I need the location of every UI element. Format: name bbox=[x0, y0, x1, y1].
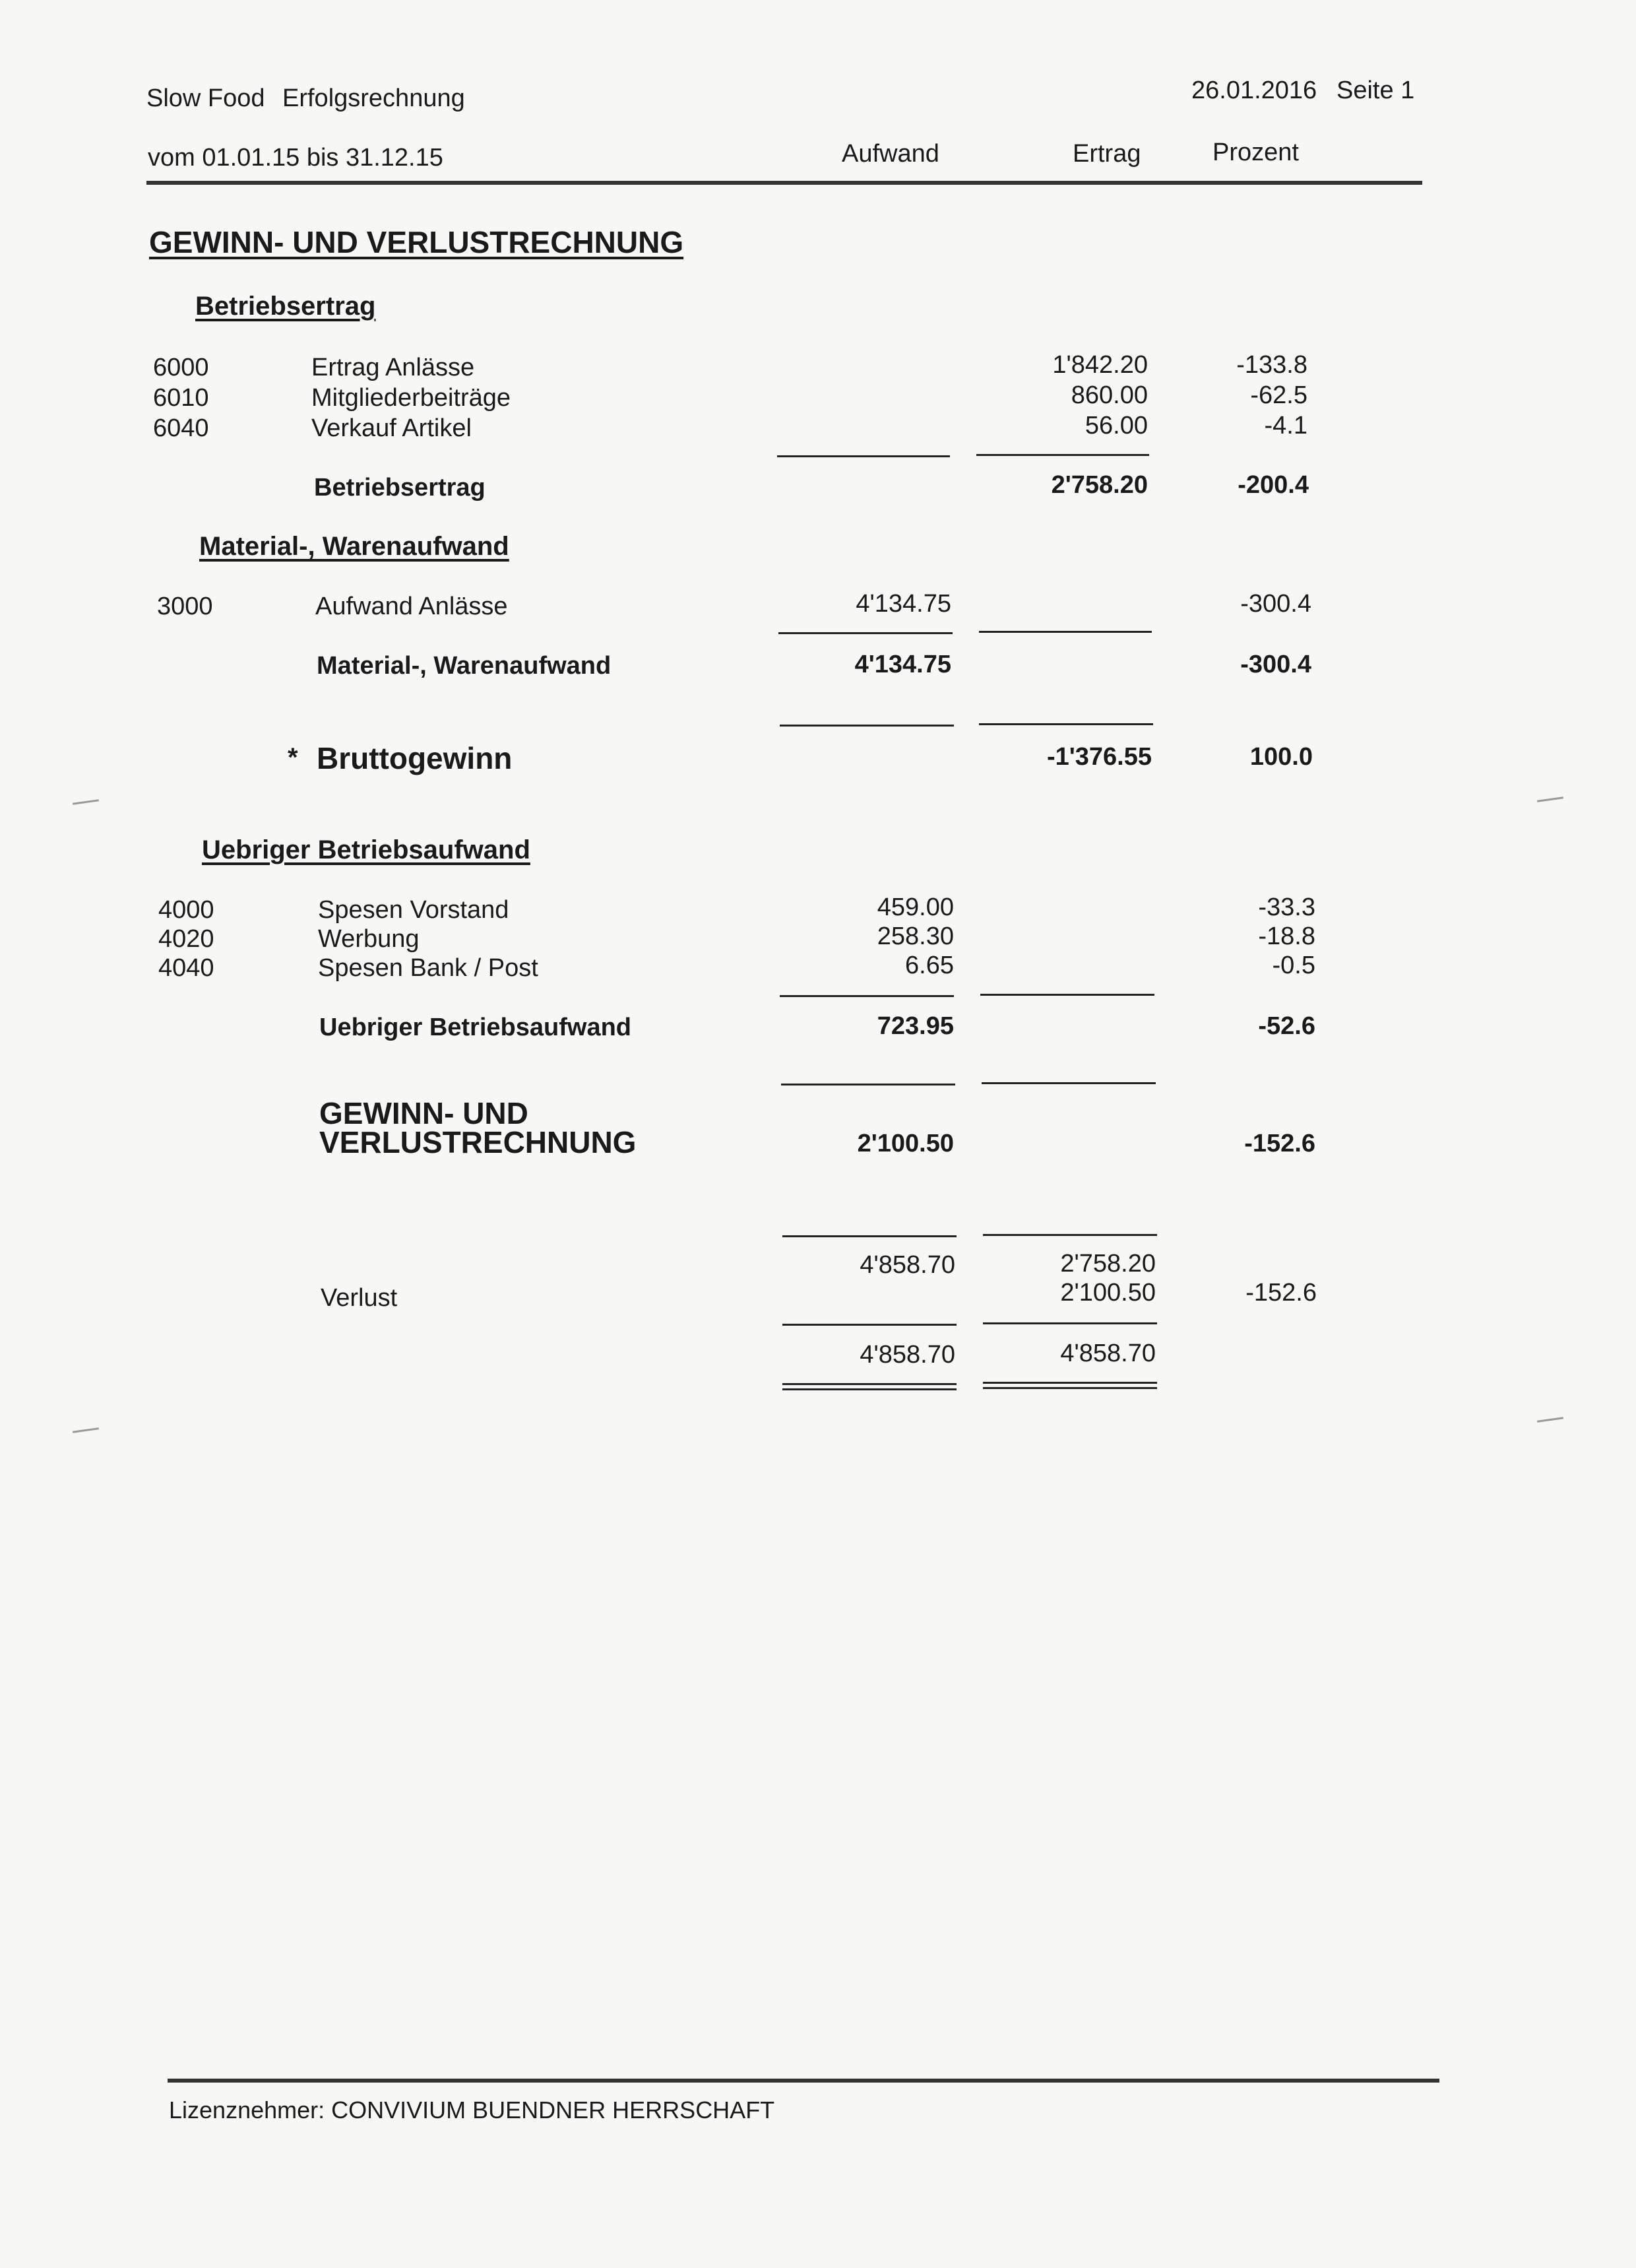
account-number: 6040 bbox=[153, 414, 209, 442]
page-number: Seite 1 bbox=[1337, 77, 1415, 104]
prozent-value: -18.8 bbox=[1258, 923, 1315, 950]
sum-rule bbox=[778, 632, 953, 634]
section-heading-betriebsertrag: Betriebsertrag bbox=[195, 292, 376, 321]
account-number: 4020 bbox=[158, 925, 214, 953]
ertrag-value: 860.00 bbox=[1071, 381, 1148, 409]
scan-mark bbox=[73, 799, 99, 805]
licensee-text: Lizenznehmer: CONVIVIUM BUENDNER HERRSCHAFT bbox=[169, 2096, 775, 2123]
aufwand-value: 4'134.75 bbox=[856, 590, 951, 618]
gv-total-aufwand: 2'100.50 bbox=[857, 1130, 954, 1157]
report-period: vom 01.01.15 bis 31.12.15 bbox=[148, 144, 443, 172]
double-rule bbox=[782, 1388, 957, 1390]
gv-total-prozent: -152.6 bbox=[1244, 1130, 1315, 1157]
account-label: Aufwand Anlässe bbox=[315, 593, 508, 620]
sum-rule bbox=[982, 1082, 1156, 1084]
subtotal-ertrag: 2'758.20 bbox=[1051, 471, 1148, 499]
main-title: GEWINN- UND VERLUSTRECHNUNG bbox=[149, 225, 684, 259]
gv-total-label-line2: VERLUSTRECHNUNG bbox=[319, 1125, 637, 1159]
sum-rule bbox=[976, 454, 1149, 456]
company-name: Slow Food bbox=[146, 84, 265, 112]
header-rule bbox=[146, 181, 1422, 185]
subtotal-prozent: -200.4 bbox=[1238, 471, 1309, 499]
double-rule bbox=[782, 1383, 957, 1385]
subtotal-aufwand: 723.95 bbox=[877, 1012, 954, 1040]
bruttogewinn-ertrag: -1'376.55 bbox=[1046, 743, 1152, 771]
account-number: 4000 bbox=[158, 896, 214, 924]
grand-total-aufwand: 4'858.70 bbox=[860, 1341, 955, 1369]
sum-rule bbox=[781, 1084, 955, 1085]
ertrag-value: 1'842.20 bbox=[1052, 351, 1148, 379]
bruttogewinn-label: Bruttogewinn bbox=[317, 741, 513, 775]
scan-mark bbox=[73, 1427, 99, 1433]
account-label: Mitgliederbeiträge bbox=[311, 384, 511, 412]
column-header-aufwand: Aufwand bbox=[842, 140, 939, 168]
subtotal-aufwand: 4'134.75 bbox=[854, 651, 951, 678]
section-heading-uebriger: Uebriger Betriebsaufwand bbox=[202, 835, 530, 864]
account-label: Spesen Vorstand bbox=[318, 896, 509, 924]
prozent-value: -0.5 bbox=[1272, 952, 1315, 979]
account-number: 4040 bbox=[158, 954, 214, 982]
sum-rule bbox=[980, 994, 1154, 996]
aufwand-value: 459.00 bbox=[877, 893, 954, 921]
scan-mark bbox=[1537, 796, 1563, 802]
sum-rule bbox=[780, 725, 954, 727]
summary-aufwand: 4'858.70 bbox=[860, 1251, 955, 1279]
bruttogewinn-star: * bbox=[288, 743, 298, 772]
sum-rule bbox=[983, 1234, 1157, 1236]
double-rule bbox=[983, 1387, 1157, 1389]
sum-rule bbox=[782, 1324, 957, 1326]
column-header-prozent: Prozent bbox=[1212, 139, 1299, 166]
bruttogewinn-prozent: 100.0 bbox=[1249, 743, 1313, 771]
account-label: Werbung bbox=[318, 925, 420, 953]
subtotal-label: Material-, Warenaufwand bbox=[317, 652, 612, 680]
sum-rule bbox=[780, 995, 954, 997]
subtotal-label: Uebriger Betriebsaufwand bbox=[319, 1014, 631, 1041]
account-label: Ertrag Anlässe bbox=[311, 354, 475, 381]
prozent-value: -300.4 bbox=[1240, 590, 1311, 618]
grand-total-ertrag: 4'858.70 bbox=[1060, 1340, 1156, 1367]
prozent-value: -33.3 bbox=[1258, 893, 1315, 921]
gv-total-label-line1: GEWINN- UND bbox=[319, 1096, 528, 1130]
prozent-value: -62.5 bbox=[1250, 381, 1307, 409]
double-rule bbox=[983, 1382, 1157, 1384]
aufwand-value: 258.30 bbox=[877, 923, 954, 950]
prozent-value: -133.8 bbox=[1236, 351, 1307, 379]
account-number: 6010 bbox=[153, 384, 209, 412]
sum-rule bbox=[782, 1235, 957, 1237]
sum-rule bbox=[979, 631, 1152, 633]
subtotal-prozent: -300.4 bbox=[1240, 651, 1311, 678]
account-label: Verkauf Artikel bbox=[311, 414, 472, 442]
scan-mark bbox=[1537, 1417, 1563, 1423]
report-title: Erfolgsrechnung bbox=[282, 84, 465, 112]
sum-rule bbox=[983, 1322, 1157, 1324]
subtotal-prozent: -52.6 bbox=[1258, 1012, 1315, 1040]
verlust-prozent: -152.6 bbox=[1245, 1279, 1317, 1307]
summary-ertrag: 2'758.20 bbox=[1060, 1250, 1156, 1278]
prozent-value: -4.1 bbox=[1264, 412, 1307, 439]
account-label: Spesen Bank / Post bbox=[318, 954, 538, 982]
section-heading-material: Material-, Warenaufwand bbox=[199, 532, 509, 561]
ertrag-value: 56.00 bbox=[1085, 412, 1148, 439]
verlust-ertrag: 2'100.50 bbox=[1060, 1279, 1156, 1307]
sum-rule bbox=[979, 723, 1153, 725]
subtotal-label: Betriebsertrag bbox=[314, 474, 486, 502]
footer-rule bbox=[168, 2079, 1439, 2083]
column-header-ertrag: Ertrag bbox=[1073, 140, 1141, 168]
verlust-label: Verlust bbox=[321, 1284, 398, 1312]
account-number: 3000 bbox=[157, 593, 213, 620]
aufwand-value: 6.65 bbox=[905, 952, 954, 979]
account-number: 6000 bbox=[153, 354, 209, 381]
report-date: 26.01.2016 bbox=[1191, 77, 1317, 104]
sum-rule bbox=[777, 455, 950, 457]
